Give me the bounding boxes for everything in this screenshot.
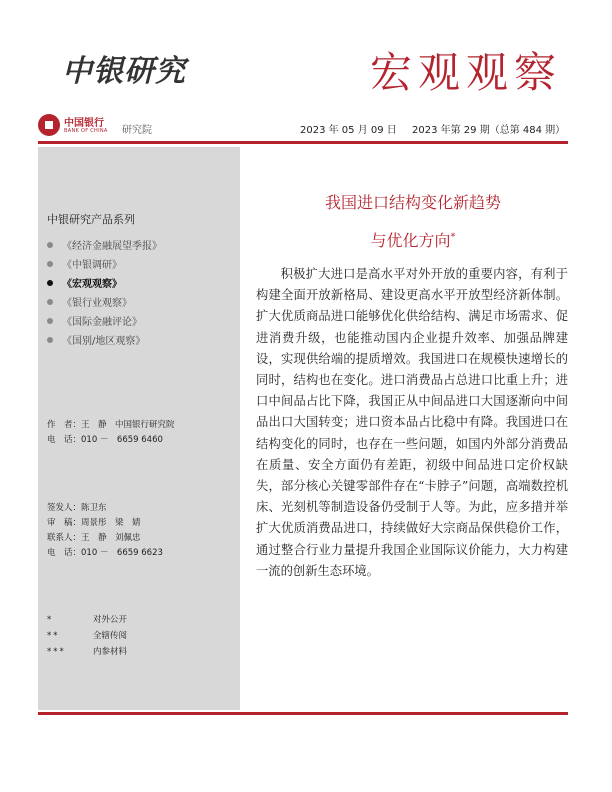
series-item[interactable] xyxy=(47,311,162,330)
security-stars: * xyxy=(47,615,54,625)
bullet-icon xyxy=(47,299,53,305)
bullet-icon xyxy=(47,280,53,286)
series-item-label: 《银行业观察》 xyxy=(62,298,132,309)
security-stars: *** xyxy=(47,647,66,657)
institute-label: 研究院 xyxy=(122,125,152,136)
research-logo: 中银研究 xyxy=(62,54,186,89)
article-title-line2: 与优化方向 xyxy=(370,231,451,250)
header-divider xyxy=(38,141,568,144)
series-item[interactable] xyxy=(47,254,162,273)
approval-info xyxy=(47,501,163,561)
security-level xyxy=(47,612,127,628)
bullet-icon xyxy=(47,261,53,267)
author-phone: 电 话：010 － 6659 6460 xyxy=(47,435,163,445)
reviewer-line: 审 稿：周景彤 梁 婧 xyxy=(47,518,141,528)
contact-line: 联系人：王 静 刘佩忠 xyxy=(47,533,141,543)
series-item-label: 《经济金融展望季报》 xyxy=(62,241,162,252)
series-item-label: 《宏观观察》 xyxy=(62,279,122,290)
series-item[interactable] xyxy=(47,330,162,349)
author-info xyxy=(47,418,175,448)
footer-divider xyxy=(38,712,568,715)
series-item[interactable] xyxy=(47,235,162,254)
series-item-active[interactable] xyxy=(47,273,162,292)
bank-of-china-logo-icon xyxy=(38,114,60,136)
signer-line: 签发人：陈卫东 xyxy=(47,503,107,513)
contact-phone: 电 话：010 － 6659 6623 xyxy=(47,548,163,558)
security-label: 全辖传阅 xyxy=(93,631,128,641)
security-stars: ** xyxy=(47,631,60,641)
security-level xyxy=(47,644,127,660)
publish-date: 2023 年 05 月 09 日 xyxy=(300,125,397,136)
security-levels xyxy=(47,612,127,660)
issue-number: 2023 年第 29 期（总第 484 期） xyxy=(412,125,566,136)
series-item-label: 《国别/地区观察》 xyxy=(62,336,146,347)
security-label: 内参材料 xyxy=(93,647,128,657)
series-item-label: 《中银调研》 xyxy=(62,260,122,271)
series-item[interactable] xyxy=(47,292,162,311)
series-item-label: 《国际金融评论》 xyxy=(62,317,142,328)
author-line: 作 者：王 静 中国银行研究院 xyxy=(47,420,175,430)
security-level xyxy=(47,628,127,644)
security-label: 对外公开 xyxy=(93,615,128,625)
article-body: 积极扩大进口是高水平对外开放的重要内容，有利于构建全面开放新格局、建设更高水平开放型经济新体制。扩大优质商品进口能够优化供给结构、满足市场需求、促进消费升级，也能推动国内企业提升效率、加强品牌建设，实现供给端的提质增效。我国进口在规模快速增长的同时，结构也在变化。进口消费品占总进口比重上升；进口中间品占比下降，我国正从中间品进口大国逐渐向中间品出口大国转变；进口资本品占比稳中有降。我国进口在结构变化的同时，也存在一些问题，如国内外部分消费品在质量、安全方面仍有差距，初级中间品进口定价权缺失，部分核心关键零部件存在“卡脖子”问题，高端数控机床、光刻机等制造设备仍受制于人等。为此，应多措并举扩大优质消费品进口，持续做好大宗商品保供稳价工作，通过整合行业力量提升我国企业国际议价能力，大力构建一流的创新生态环境。 xyxy=(256,267,568,578)
bullet-icon xyxy=(47,242,53,248)
footnote-mark: * xyxy=(450,231,456,243)
bank-name-cn: 中国银行 xyxy=(64,118,104,129)
bank-name-en: BANK OF CHINA xyxy=(64,128,108,134)
article-title-line2-wrap xyxy=(260,228,566,251)
bullet-icon xyxy=(47,337,53,343)
series-title: 中银研究产品系列 xyxy=(47,213,135,226)
report-series-title: 宏观观察 xyxy=(369,48,562,97)
series-list xyxy=(47,235,162,349)
bullet-icon xyxy=(47,318,53,324)
article-title-line1: 我国进口结构变化新趋势 xyxy=(324,193,501,212)
